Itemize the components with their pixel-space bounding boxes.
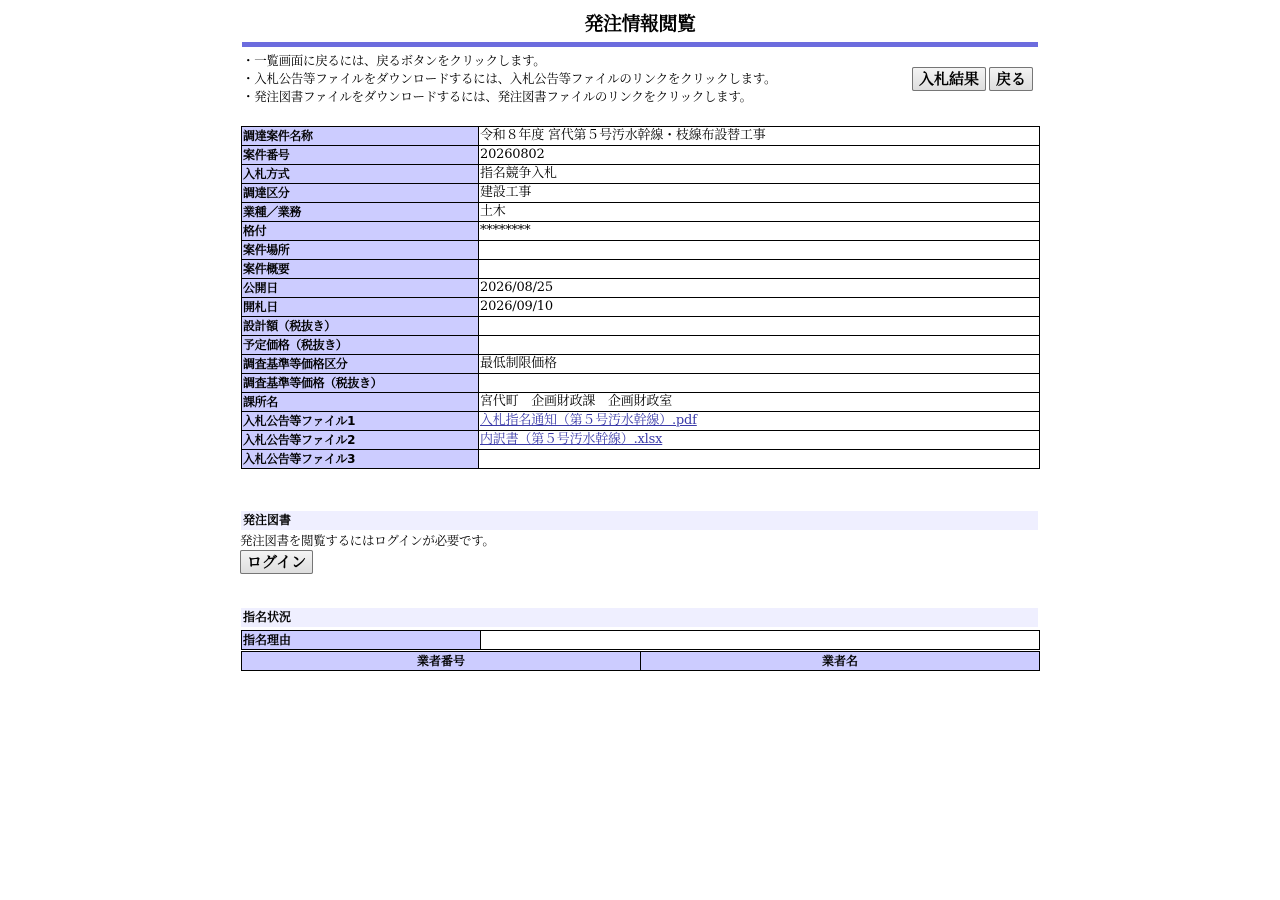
table-row (242, 393, 1040, 412)
nomination-reason-value (481, 631, 1040, 650)
field-value (479, 241, 1040, 260)
instruction-line: ・発注図書ファイルをダウンロードするには、発注図書ファイルのリンクをクリックします。 (242, 89, 752, 104)
instruction-line: ・入札公告等ファイルをダウンロードするには、入札公告等ファイルのリンクをクリックします。 (242, 71, 777, 86)
field-label: 格付 (242, 222, 479, 241)
column-header-vendor-name: 業者名 (641, 652, 1040, 671)
field-label: 案件番号 (242, 146, 479, 165)
back-button[interactable]: 戻る (989, 67, 1033, 91)
nomination-reason-label: 指名理由 (242, 631, 481, 650)
instructions (242, 52, 902, 106)
field-value: 最低制限価格 (479, 355, 1040, 374)
field-value: 宮代町 企画財政課 企画財政室 (479, 393, 1040, 412)
bid-result-button[interactable]: 入札結果 (912, 67, 986, 91)
title-divider (242, 42, 1038, 47)
field-label: 案件場所 (242, 241, 479, 260)
field-value: 指名競争入札 (479, 165, 1040, 184)
field-label: 入札公告等ファイル3 (242, 450, 479, 469)
file-download-link[interactable]: 内訳書（第５号汚水幹線）.xlsx (480, 432, 663, 447)
table-row (242, 374, 1040, 393)
field-value (479, 412, 1040, 431)
field-value: 建設工事 (479, 184, 1040, 203)
field-label: 開札日 (242, 298, 479, 317)
table-row (242, 241, 1040, 260)
table-row (242, 412, 1040, 431)
field-value (479, 431, 1040, 450)
field-value: 2026/08/25 (479, 279, 1040, 298)
project-info-table (241, 126, 1040, 469)
field-label: 調達区分 (242, 184, 479, 203)
field-value: 令和８年度 宮代第５号汚水幹線・枝線布設替工事 (479, 127, 1040, 146)
field-value (479, 260, 1040, 279)
page-title: 発注情報閲覧 (584, 13, 696, 35)
field-value (479, 336, 1040, 355)
field-value: 2026/09/10 (479, 298, 1040, 317)
field-value: 土木 (479, 203, 1040, 222)
table-row (242, 336, 1040, 355)
instruction-line: ・一覧画面に戻るには、戻るボタンをクリックします。 (242, 53, 546, 68)
table-row (242, 146, 1040, 165)
field-value: ******** (479, 222, 1040, 241)
field-label: 課所名 (242, 393, 479, 412)
field-label: 調査基準等価格（税抜き） (242, 374, 479, 393)
field-label: 入札公告等ファイル2 (242, 431, 479, 450)
login-button[interactable]: ログイン (240, 550, 313, 574)
field-label: 予定価格（税抜き） (242, 336, 479, 355)
field-label: 案件概要 (242, 260, 479, 279)
field-label: 入札方式 (242, 165, 479, 184)
login-required-note: 発注図書を閲覧するにはログインが必要です。 (240, 533, 495, 548)
nomination-reason-table (241, 630, 1040, 650)
field-label: 調達案件名称 (242, 127, 479, 146)
table-row (242, 203, 1040, 222)
top-button-group (912, 67, 1033, 91)
field-label: 公開日 (242, 279, 479, 298)
table-header-row (242, 652, 1040, 671)
field-label: 設計額（税抜き） (242, 317, 479, 336)
table-row (242, 184, 1040, 203)
field-value (479, 317, 1040, 336)
column-header-vendor-number: 業者番号 (242, 652, 641, 671)
table-row (242, 450, 1040, 469)
table-row (242, 279, 1040, 298)
field-value (479, 450, 1040, 469)
vendor-table (241, 651, 1040, 671)
table-row (242, 317, 1040, 336)
table-row (242, 355, 1040, 374)
field-value: 20260802 (479, 146, 1040, 165)
table-row (242, 631, 1040, 650)
table-row (242, 127, 1040, 146)
field-label: 入札公告等ファイル1 (242, 412, 479, 431)
table-row (242, 431, 1040, 450)
field-label: 業種／業務 (242, 203, 479, 222)
drawings-section-heading: 発注図書 (241, 511, 1038, 530)
field-label: 調査基準等価格区分 (242, 355, 479, 374)
file-download-link[interactable]: 入札指名通知（第５号汚水幹線）.pdf (480, 413, 697, 428)
table-row (242, 165, 1040, 184)
nomination-section-heading: 指名状況 (241, 608, 1038, 627)
table-row (242, 260, 1040, 279)
table-row (242, 222, 1040, 241)
field-value (479, 374, 1040, 393)
table-row (242, 298, 1040, 317)
